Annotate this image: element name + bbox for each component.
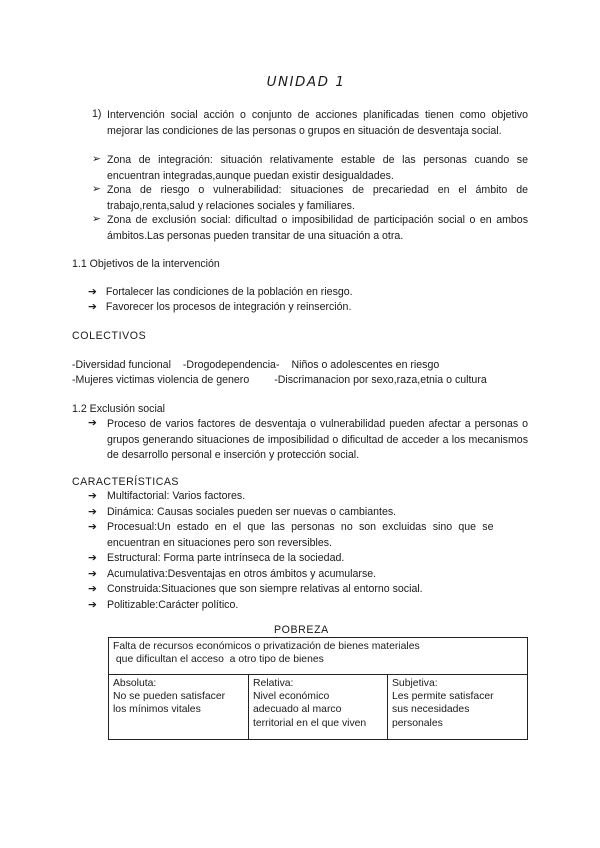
table-row: [109, 638, 528, 675]
intro-number: 1): [92, 108, 102, 120]
caracteristica-text: Procesual:Un estado en el que las personas no son excluidas sino que se: [107, 521, 494, 533]
pobreza-subjetiva-cell: [388, 675, 528, 740]
caracteristica-text: Acumulativa:Desventajas en otros ámbitos y acumularse.: [107, 567, 377, 580]
pobreza-definition-line: que dificultan el acceso a otro tipo de bienes: [113, 654, 324, 666]
caracteristica-text-continued: encuentran en situaciones pero son reversibles.: [107, 536, 332, 549]
caracteristica-item: [88, 551, 528, 567]
arrow-bullet-icon: ➔: [88, 598, 97, 611]
arrow-bullet-icon: ➔: [88, 286, 97, 298]
arrow-bullet-icon: ➔: [88, 583, 97, 595]
intro-item: [92, 108, 528, 139]
colectivo-entry: Niños o adolescentes en riesgo: [291, 359, 440, 371]
cell-line: Nivel económico: [253, 691, 330, 703]
zone-text: Zona de riesgo o vulnerabilidad: situaciones de precariedad en el ámbito de trabajo,renta,salud y relaciones sociales y familiares.: [107, 184, 528, 212]
page-title: UNIDAD 1: [266, 74, 346, 90]
caracteristica-item: [88, 505, 528, 521]
cell-line: No se pueden satisfacer: [113, 691, 226, 703]
zone-text: Zona de integración: situación relativamente estable de las personas cuando se encuentran integradas,aunque puedan existir desigualdades.: [107, 154, 528, 182]
cell-heading: Subjetiva:: [392, 678, 438, 689]
intro-text: Intervención social acción o conjunto de acciones planificadas tienen como objetivo mejorar las condiciones de las personas o grupos en situación de desventaja social.: [107, 109, 528, 137]
pobreza-definition-line: Falta de recursos económicos o privatización de bienes materiales: [113, 641, 420, 652]
objective-text: Favorecer los procesos de integración y reinserción.: [105, 301, 352, 313]
exclusion-item: [88, 417, 528, 464]
arrowhead-bullet-icon: ➢: [92, 213, 101, 225]
cell-heading: Relativa:: [253, 678, 294, 689]
caracteristica-item: [88, 520, 528, 551]
pobreza-absoluta-cell: [109, 675, 249, 740]
arrow-bullet-icon: ➔: [88, 417, 97, 429]
arrow-bullet-icon: ➔: [88, 505, 97, 518]
caracteristica-text: Estructural: Forma parte intrínseca de la sociedad.: [107, 552, 345, 564]
exclusion-text: Proceso de varios factores de desventaja o vulnerabilidad pueden afectar a personas o grupos generando situaciones de imposibilidad o dificultad de acceder a los mecanismos de desarrollo personal e inserción y protección social.: [107, 418, 528, 461]
zone-item: [92, 153, 528, 184]
pobreza-definition-cell: [109, 638, 528, 675]
caracteristicas-list: [88, 489, 528, 613]
objective-item: [88, 300, 351, 316]
pobreza-title: POBREZA: [274, 624, 329, 636]
caracteristica-text: Multifactorial: Varios factores.: [107, 490, 246, 502]
colectivo-entry: -Diversidad funcional: [72, 359, 171, 371]
caracteristica-item: [88, 567, 528, 583]
colectivo-entry: -Mujeres victimas violencia de genero: [72, 374, 250, 386]
zone-item: [92, 183, 528, 214]
caracteristica-text: Politizable:Carácter político.: [107, 598, 239, 611]
arrowhead-bullet-icon: ➢: [92, 153, 101, 165]
zone-item: [92, 213, 528, 244]
caracteristica-text: Dinámica: Causas sociales pueden ser nuevas o cambiantes.: [107, 505, 397, 518]
pobreza-table: [108, 637, 528, 740]
section-heading-caracteristicas: CARACTERÍSTICAS: [72, 476, 179, 488]
cell-line: adecuado al marco: [253, 704, 342, 716]
caracteristica-item: [88, 489, 528, 505]
cell-heading: Absoluta:: [113, 678, 157, 689]
arrow-bullet-icon: ➔: [88, 552, 97, 564]
colectivos-row: [72, 373, 487, 389]
section-heading-objetivos: 1.1 Objetivos de la intervención: [72, 258, 220, 270]
cell-line: Les permite satisfacer: [392, 691, 494, 703]
arrow-bullet-icon: ➔: [88, 490, 97, 502]
objective-item: [88, 285, 353, 301]
arrow-bullet-icon: ➔: [88, 521, 97, 533]
pobreza-relativa-cell: [249, 675, 388, 740]
arrowhead-bullet-icon: ➢: [92, 183, 101, 195]
section-heading-exclusion: 1.2 Exclusión social: [72, 403, 166, 415]
colectivo-entry: -Discrimanacion por sexo,raza,etnia o cultura: [274, 374, 487, 386]
cell-line: territorial en el que viven: [253, 717, 367, 729]
caracteristica-text: Construida:Situaciones que son siempre relativas al entorno social.: [107, 583, 423, 595]
cell-line: sus necesidades: [392, 704, 470, 716]
table-row: [109, 675, 528, 740]
colectivos-row: [72, 358, 439, 374]
cell-line: personales: [392, 717, 443, 729]
cell-line: los mínimos vitales: [113, 704, 201, 716]
arrow-bullet-icon: ➔: [88, 567, 97, 580]
arrow-bullet-icon: ➔: [88, 301, 97, 313]
zone-text: Zona de exclusión social: dificultad o imposibilidad de participación social o en ambos ámbitos.Las personas pueden transitar de una situación a otra.: [107, 214, 528, 242]
section-heading-colectivos: COLECTIVOS: [72, 330, 147, 342]
colectivo-entry: -Drogodependencia-: [182, 359, 280, 371]
caracteristica-item: [88, 598, 528, 614]
caracteristica-item: [88, 582, 528, 598]
objective-text: Fortalecer las condiciones de la población en riesgo.: [105, 286, 353, 298]
